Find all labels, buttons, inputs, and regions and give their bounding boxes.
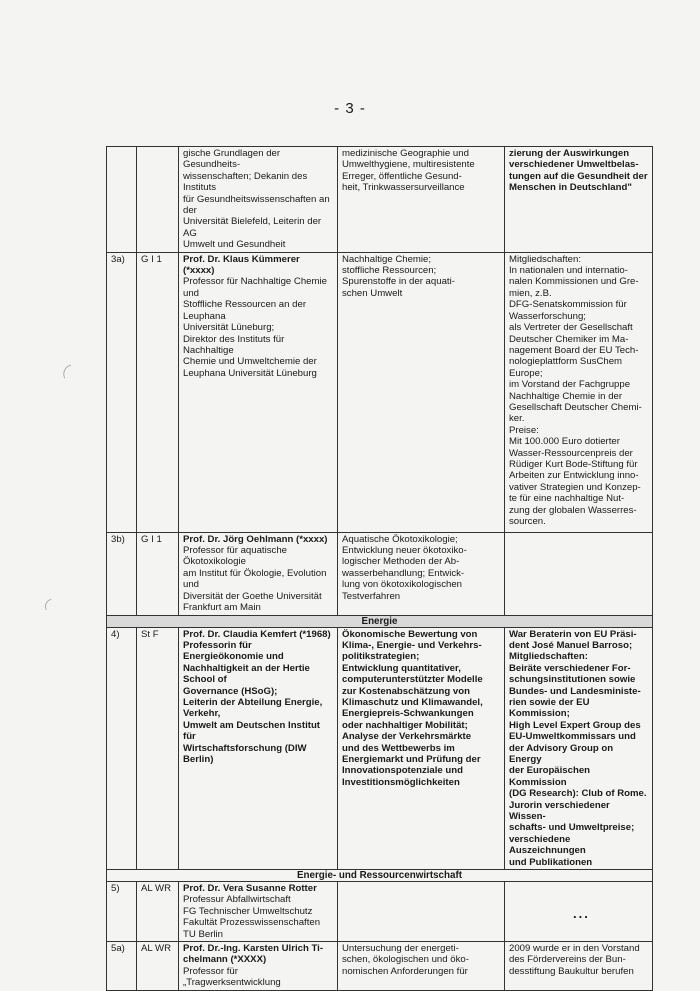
continuation-mark: ...	[573, 906, 590, 921]
other-cell: 2009 wurde er in den Vorstand des Fördervereins der Bun- desstiftung Baukultur berufen	[505, 942, 653, 991]
person-description: Professorin für Energieökonomie und Nachhaltigkeit an der Hertie School of Governance (HSoG); Leiterin der Abteilung Energie, Verkehr, Umwelt am Deutschen Institut für Wirtschaftsforschung (DIW Berlin)	[183, 639, 323, 765]
person-name: Prof. Dr. Klaus Kümmerer (*xxxx)	[183, 253, 300, 277]
row-code: St F	[137, 627, 179, 870]
focus-cell	[338, 882, 505, 942]
section-title: Energie	[107, 615, 653, 627]
table-row	[107, 627, 653, 870]
table-row	[107, 252, 653, 532]
focus-cell: medizinische Geographie und Umwelthygiene, multiresistente Erreger, öffentliche Gesund- heit, Trinkwassersurveillance	[338, 147, 505, 253]
person-description: Professor für Nachhaltige Chemie und Stoffliche Ressourcen an der Leuphana Universität Lüneburg; Direktor des Instituts für Nachhaltige Chemie und Umweltchemie der Leuphana Universität Lüneburg	[183, 276, 327, 379]
person-description: gische Grundlagen der Gesundheits- wissenschaften; Dekanin des Instituts für Gesundheitswissenschaften an der Universität Bielefeld, Leiterin der AG Umwelt und Gesundheit	[183, 148, 330, 251]
person-cell	[179, 882, 338, 942]
table-row	[107, 882, 653, 942]
person-name: Prof. Dr.-Ing. Karsten Ulrich Ti- chelmann (*XXXX)	[183, 943, 324, 966]
person-cell	[179, 147, 338, 253]
row-code: G I 1	[137, 532, 179, 615]
person-name: Prof. Dr. Jörg Oehlmann (*xxxx)	[183, 533, 328, 545]
table-row	[107, 532, 653, 615]
row-number: 5)	[107, 882, 137, 942]
person-cell	[179, 942, 338, 991]
person-description: Professor für aquatische Ökotoxikologie am Institut für Ökologie, Evolution und Diversität der Goethe Universität Frankfurt am Main	[183, 545, 327, 614]
person-cell	[179, 252, 338, 532]
row-number: 3b)	[107, 532, 137, 615]
other-cell: zierung der Auswirkungen verschiedener Umweltbelas- tungen auf die Gesundheit der Menschen in Deutschland"	[505, 147, 653, 253]
table-row	[107, 147, 653, 253]
person-name: Prof. Dr. Claudia Kemfert (*1968)	[183, 628, 331, 640]
row-code	[137, 147, 179, 253]
focus-cell: Nachhaltige Chemie; stoffliche Ressourcen; Spurenstoffe in der aquati- schen Umwelt	[338, 252, 505, 532]
margin-pencil-mark	[60, 364, 74, 378]
section-header-row	[107, 615, 653, 627]
person-description: Professur Abfallwirtschaft FG Technischer Umweltschutz Fakultät Prozesswissenschaften TU Berlin	[183, 894, 321, 940]
row-number	[107, 147, 137, 253]
section-header-row	[107, 870, 653, 882]
person-cell	[179, 627, 338, 870]
other-cell: Mitgliedschaften: In nationalen und internatio- nalen Kommissionen und Gre- mien, z.B. DFG-Senatskommission für Wasserforschung; als Vertreter der Gesellschaft Deutscher Chemiker im Ma- nagement Board der EU Tech- nologieplattform SusChem Europe; im Vorstand der Fachgruppe Nachhaltige Chemie in der Gesellschaft Deutscher Chemi- ker. Preise: Mit 100.000 Euro dotierter Wasser-Ressourcenpreis der Rüdiger Kurt Bode-Stiftung für Arbeiten zur Entwicklung inno- vativer Strategien und Konzep- te für eine nachhaltige Nut- zung der globalen Wasserres- sourcen.	[505, 252, 653, 532]
person-cell	[179, 532, 338, 615]
experts-table	[106, 146, 653, 991]
section-title: Energie- und Ressourcenwirtschaft	[107, 870, 653, 882]
person-description: Professor für „Tragwerksentwicklung	[183, 965, 281, 989]
focus-cell: Aquatische Ökotoxikologie; Entwicklung neuer ökotoxiko- logischer Methoden der Ab- wasserbehandlung; Entwick- lung von ökotoxikologischen Testverfahren	[338, 532, 505, 615]
row-code: G I 1	[137, 252, 179, 532]
person-name: Prof. Dr. Vera Susanne Rotter	[183, 883, 317, 895]
row-number: 3a)	[107, 252, 137, 532]
row-code: AL WR	[137, 882, 179, 942]
focus-cell: Ökonomische Bewertung von Klima-, Energie- und Verkehrs- politikstrategien; Entwicklung quantitativer, computerunterstützter Modelle zur Kostenabschätzung von Klimaschutz und Klimawandel, Energiepreis-Schwankungen oder nachhaltiger Mobilität; Analyse der Verkehrsmärkte und des Wettbewerbs im Energiemarkt und Prüfung der Innovationspotenziale und Investitionsmöglichkeiten	[338, 627, 505, 870]
other-cell: War Beraterin von EU Präsi- dent José Manuel Barroso; Mitgliedschaften: Beiräte verschiedener For- schungsinstitutionen sowie Bundes- und Landesministe- rien sowie der EU Kommission; High Level Expert Group des EU-Umweltkommissars und der Advisory Group on Energy der Europäischen Kommission (DG Research): Club of Rome. Jurorin verschiedener Wissen- schafts- und Umweltpreise; verschiedene Auszeichnungen und Publikationen	[505, 627, 653, 870]
margin-pencil-mark	[43, 599, 55, 611]
row-number: 5a)	[107, 942, 137, 991]
table-row	[107, 942, 653, 991]
other-cell	[505, 532, 653, 615]
focus-cell: Untersuchung der energeti- schen, ökologischen und öko- nomischen Anforderungen für	[338, 942, 505, 991]
row-code: AL WR	[137, 942, 179, 991]
page-number: - 3 -	[334, 100, 366, 117]
row-number: 4)	[107, 627, 137, 870]
